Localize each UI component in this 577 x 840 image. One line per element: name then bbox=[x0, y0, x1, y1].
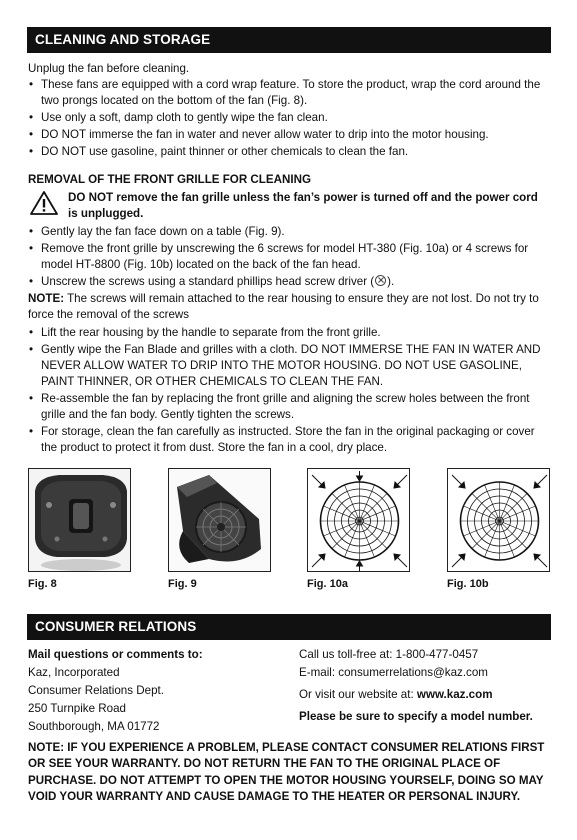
screw-text-end: ). bbox=[387, 274, 395, 288]
mail-column bbox=[28, 647, 288, 737]
removal-list-2 bbox=[28, 325, 550, 456]
fan-bottom-illustration bbox=[29, 469, 131, 572]
list-item: • For storage, clean the fan carefully as instructed. Store the fan in the original packaging or cover the product to protect it from dust. Store the fan in a cool, dry place. bbox=[28, 424, 550, 456]
warning-text: DO NOT remove the fan grille unless the fan’s power is turned off and the power cord is unplugged. bbox=[68, 190, 538, 220]
list-item: • DO NOT immerse the fan in water and never allow water to drip into the motor housing. bbox=[28, 127, 550, 143]
list-item: • Use only a soft, damp cloth to gently wipe the fan clean. bbox=[28, 110, 550, 126]
note-paragraph bbox=[28, 291, 550, 323]
figure-10b-image bbox=[447, 468, 550, 572]
grille-four-screws-diagram bbox=[448, 469, 550, 572]
list-item bbox=[28, 274, 550, 290]
mail-label: Mail questions or comments to: bbox=[28, 648, 203, 661]
warning-triangle-icon bbox=[30, 191, 58, 215]
figure-8-image bbox=[28, 468, 131, 572]
cleaning-list bbox=[28, 77, 550, 160]
address-line: Consumer Relations Dept. bbox=[28, 683, 164, 697]
address-line: Southborough, MA 01772 bbox=[28, 719, 160, 733]
figure-9-caption: Fig. 9 bbox=[168, 578, 197, 590]
website-link[interactable]: www.kaz.com bbox=[416, 687, 493, 701]
cleaning-intro: Unplug the fan before cleaning. bbox=[28, 62, 190, 75]
figure-9-image bbox=[168, 468, 271, 572]
removal-heading: REMOVAL OF THE FRONT GRILLE FOR CLEANING bbox=[28, 173, 311, 186]
phone-text: Call us toll-free at: 1-800-477-0457 bbox=[299, 648, 479, 661]
list-item: • Gently lay the fan face down on a table (Fig. 9). bbox=[28, 224, 550, 240]
address-line: 250 Turnpike Road bbox=[28, 701, 126, 715]
final-note: NOTE: IF YOU EXPERIENCE A PROBLEM, PLEASE CONTACT CONSUMER RELATIONS FIRST OR SEE YOUR WARRANTY. DO NOT RETURN THE FAN TO THE ORIGINAL PLACE OF PURCHASE. DO NOT ATTEMPT TO OPEN THE MOTOR HOUSING YOURSELF, DOING SO MAY VOID YOUR WARRANTY AND CAUSE DAMAGE TO THE HEATER OR PERSONAL INJURY. bbox=[28, 741, 545, 804]
grille-six-screws-diagram bbox=[308, 469, 410, 572]
list-item: • Re-assemble the fan by replacing the front grille and aligning the screw holes between the front grille and the fan body. Gently tighten the screws. bbox=[28, 391, 550, 423]
phillips-screw-icon bbox=[375, 275, 386, 286]
website-prefix: Or visit our website at: bbox=[299, 687, 417, 701]
list-item: • Lift the rear housing by the handle to separate from the front grille. bbox=[28, 325, 550, 341]
figure-8-caption: Fig. 8 bbox=[28, 578, 57, 590]
cleaning-section bbox=[28, 61, 550, 161]
figure-10a-caption: Fig. 10a bbox=[307, 578, 348, 590]
warning-block bbox=[28, 190, 550, 222]
cleaning-heading: CLEANING AND STORAGE bbox=[27, 27, 551, 53]
address-line: Kaz, Incorporated bbox=[28, 665, 120, 679]
removal-section bbox=[28, 172, 550, 457]
website-line bbox=[299, 687, 551, 703]
list-item: • DO NOT use gasoline, paint thinner or other chemicals to clean the fan. bbox=[28, 144, 550, 160]
consumer-heading: CONSUMER RELATIONS bbox=[27, 614, 551, 640]
list-item: • Remove the front grille by unscrewing the 6 screws for model HT-380 (Fig. 10a) or 4 screws for model HT-8800 (Fig. 10b) located on the back of the fan head. bbox=[28, 241, 550, 273]
screw-text: Unscrew the screws using a standard phillips head screw driver ( bbox=[41, 274, 375, 288]
note-text: The screws will remain attached to the rear housing to ensure they are not lost. Do not try to force the removal of the screws bbox=[28, 291, 539, 321]
model-note: Please be sure to specify a model number. bbox=[299, 709, 533, 723]
fan-face-down-illustration bbox=[169, 469, 271, 572]
figure-10b-caption: Fig. 10b bbox=[447, 578, 489, 590]
removal-list bbox=[28, 224, 550, 290]
list-item: • Gently wipe the Fan Blade and grilles with a cloth. DO NOT IMMERSE THE FAN IN WATER AND NEVER ALLOW WATER TO DRIP INTO THE MOTOR HOUSING. DO NOT USE GASOLINE, PAINT THINNER, OR OTHER CHEMICALS TO CLEAN THE FAN. bbox=[28, 342, 550, 390]
note-label: NOTE: bbox=[28, 291, 65, 305]
email-text: E-mail: consumerrelations@kaz.com bbox=[299, 665, 488, 679]
contact-column bbox=[299, 647, 551, 727]
list-item: • These fans are equipped with a cord wrap feature. To store the product, wrap the cord around the two prongs located on the bottom of the fan (Fig. 8). bbox=[28, 77, 550, 109]
figure-10a-image bbox=[307, 468, 410, 572]
